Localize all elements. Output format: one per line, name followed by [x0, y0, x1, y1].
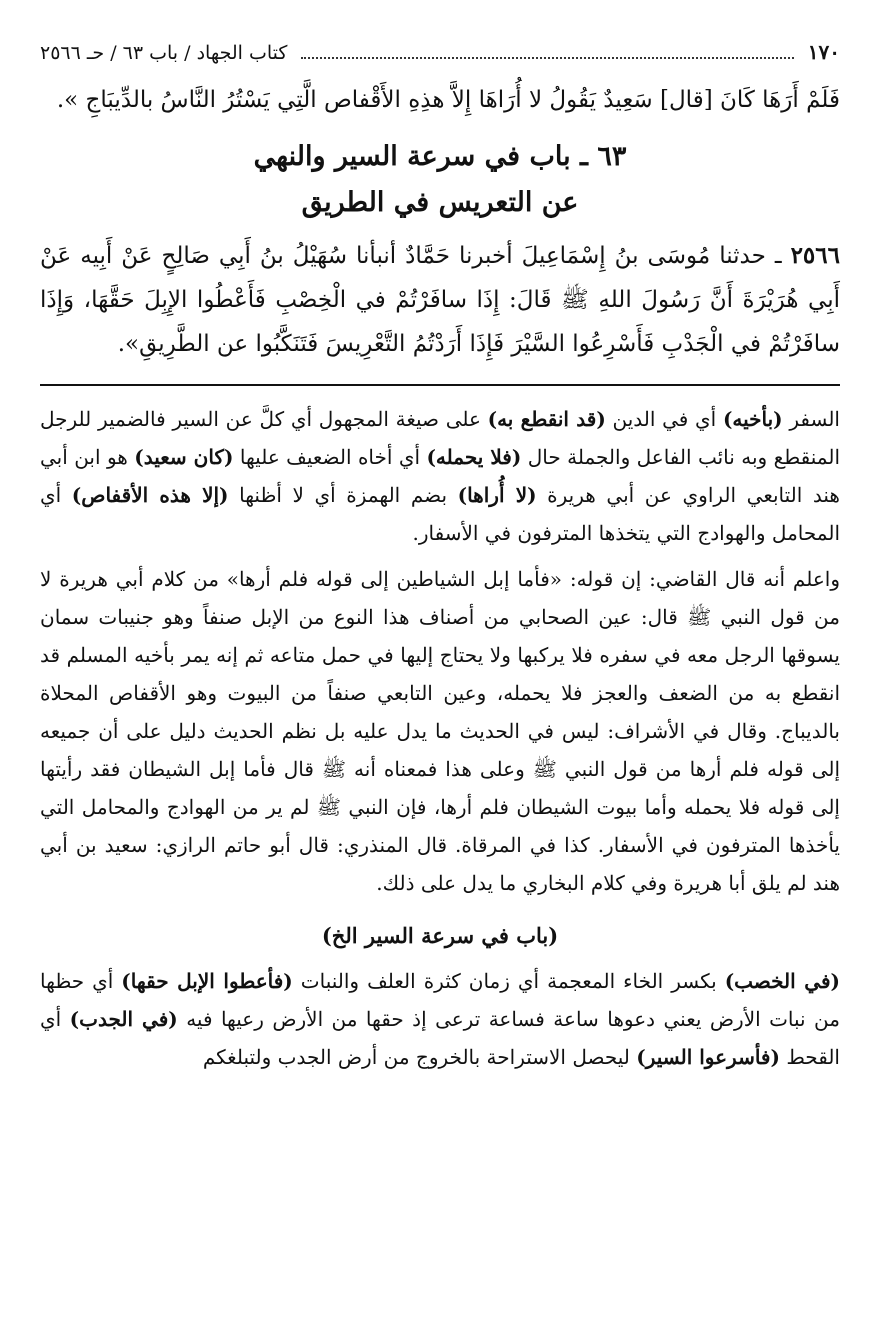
commentary-lemma: (لا أُراها)	[457, 483, 537, 507]
document-page	[40, 40, 840, 1084]
hadith-body: ـ حدثنا مُوسَى بنُ إِسْمَاعِيلَ أخبرنا حَمَّادٌ أنبأنا سُهَيْلُ بنُ أَبِي صَالِحٍ عَنْ أَبِيه عَنْ أَبِي هُرَيْرَةَ أَنَّ رَسُولَ اللهِ ﷺ قَالَ: إِذَا سافَرْتُمْ في الْخِصْبِ فَأَعْطُوا الإِبِلَ حَقَّهَا، وَإِذَا سافَرْتُمْ في الْجَدْبِ فَأَسْرِعُوا السَّيْرَ فَإِذَا أَرَدْتُمُ التَّعْرِيسَ فَتَنَكَّبُوا عن الطَّرِيقِ».	[40, 243, 840, 357]
commentary-text: أي المحامل والهوادج التي يتخذها المترفون في الأسفار.	[40, 483, 840, 545]
commentary-paragraph-3	[40, 962, 840, 1076]
commentary-lemma: (فأسرعوا السير)	[636, 1045, 780, 1069]
commentary-lemma: (كان سعيد)	[134, 445, 234, 469]
commentary-lemma: (في الجدب)	[69, 1007, 178, 1031]
commentary-text: ليحصل الاستراحة بالخروج من أرض الجدب ولتبلغكم	[202, 1045, 637, 1069]
commentary-text: بكسر الخاء المعجمة أي زمان كثرة العلف والنبات	[292, 969, 725, 993]
running-title: كتاب الجهاد / باب ٦٣ / حـ ٢٥٦٦	[40, 42, 288, 64]
commentary-paragraph-1	[40, 400, 840, 552]
commentary-text: السفر	[782, 407, 840, 431]
commentary-text: هو ابن أبي هند التابعي الراوي عن أبي هريرة	[40, 445, 840, 507]
commentary-text: أي في الدين	[605, 407, 723, 431]
commentary-lemma: (بأخيه)	[722, 407, 783, 431]
commentary-paragraph-2: واعلم أنه قال القاضي: إن قوله: «فأما إبل الشياطين إلى قوله فلم أرها» من كلام أبي هريرة لا من قول النبي ﷺ قال: عين الصحابي من أصناف هذا النوع من الإبل صنفاً وهو جنيبات سمان يسوقها الرجل معه في سفره فلا يركبها ولا يحتاج إليها في حمل متاعه ثم إنه يمر بأخيه المسلم قد انقطع به من الضعف والعجز فلا يحمله، وعين التابعي صنفاً من البيوت وهو الأقفاص المحلاة بالديباج. وقال في الأشراف: ليس في الحديث ما يدل عليه بل نظم الحديث دليل على أن جميعه إلى قوله فلم أرها من قول النبي ﷺ وعلى هذا فمعناه أنه ﷺ قال فأما إبل الشيطان فقد رأيتها إلى قوله فلا يحمله وأما بيوت الشيطان فلم أرها، فإن النبي ﷺ لم ير من الهوادج والمحامل التي يأخذها المترفون في الأسفار. كذا في المرقاة. قال المنذري: قال أبو حاتم الرازي: سعيد بن أبي هند لم يلق أبا هريرة وفي كلام البخاري ما يدل على ذلك.	[40, 567, 840, 895]
commentary-lemma: (في الخصب)	[724, 969, 841, 993]
commentary-text: أي حظها من نبات الأرض يعني دعوها ساعة فساعة ترعى إذ حقها من الأرض رعيها فيه	[40, 969, 840, 1031]
chapter-title-line-2: عن التعريس في الطريق	[301, 187, 579, 218]
hadith-text	[40, 234, 840, 366]
commentary-lemma: (قد انقطع به)	[487, 407, 606, 431]
matn-continuation: فَلَمْ أَرَهَا كَانَ [قال] سَعِيدٌ يَقُولُ لا أُرَاهَا إِلاَّ هذِهِ الأَقْفاص الَّتِي يَسْتُرُ النَّاسُ بالدِّيبَاجِ ».	[56, 87, 840, 113]
chapter-title	[40, 134, 840, 226]
commentary-text: أي القحط	[40, 1007, 840, 1069]
chapter-title-line-1: ٦٣ ـ باب في سرعة السير والنهي	[253, 141, 627, 172]
commentary-lemma: (إلا هذه الأقفاص)	[71, 483, 229, 507]
commentary-lemma: (فلا يحمله)	[426, 445, 522, 469]
commentary-separator	[40, 384, 840, 386]
commentary-lemma: (فأعطوا الإبل حقها)	[121, 969, 293, 993]
running-header	[40, 40, 840, 78]
page-number: ١٧٠	[807, 40, 840, 64]
commentary-text: على صيغة المجهول أي كلَّ عن السير فالضمير للرجل المنقطع وبه نائب الفاعل والجملة حال	[40, 407, 841, 469]
commentary-chapter-heading: (باب في سرعة السير الخ)	[321, 923, 559, 948]
header-dots	[301, 45, 793, 59]
commentary-text: أي أخاه الضعيف عليها	[233, 445, 427, 469]
commentary-text: بضم الهمزة أي لا أظنها	[228, 483, 458, 507]
hadith-number: ٢٥٦٦	[790, 242, 840, 269]
